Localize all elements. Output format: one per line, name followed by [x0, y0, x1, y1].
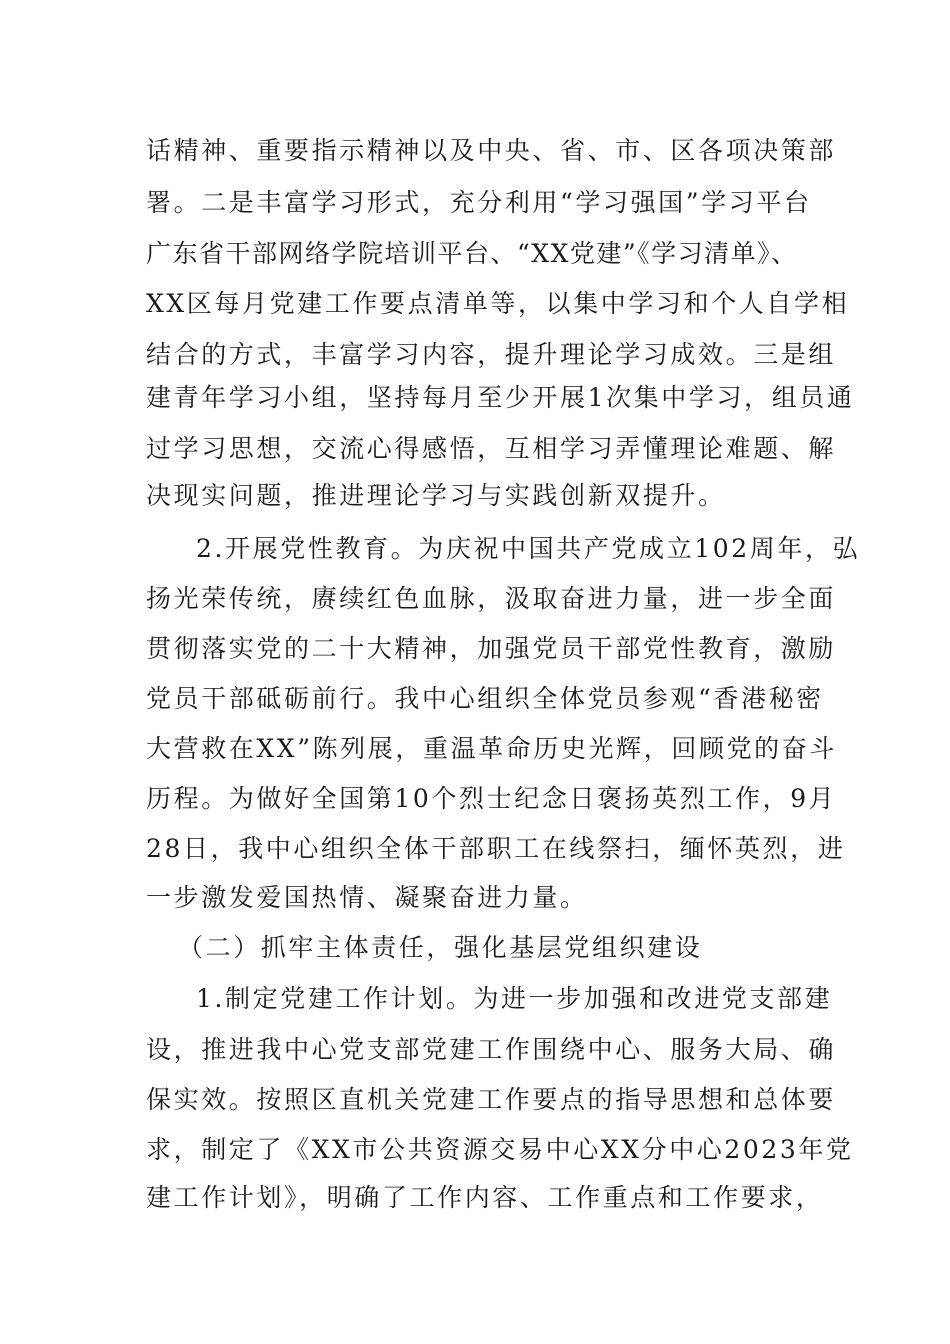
- body-text-line: 广东省干部网络学院培训平台、“XX党建”《学习清单》、: [146, 239, 798, 268]
- body-text-line: 28日，我中心组织全体干部职工在线祭扫，缅怀英烈，进: [146, 834, 846, 863]
- body-text-line: 保实效。按照区直机关党建工作要点的指导思想和总体要: [146, 1085, 837, 1114]
- body-text-line: 署。二是丰富学习形式，充分利用“学习强国”学习平台: [146, 188, 812, 217]
- section-heading: （二）抓牢主体责任，强化基层党组织建设: [178, 933, 703, 962]
- body-text-line: 话精神、重要指示精神以及中央、省、市、区各项决策部: [146, 136, 837, 165]
- body-text-line: 决现实问题，推进理论学习与实践创新双提升。: [146, 481, 726, 510]
- body-text-line: 大营救在XX”陈列展，重温革命历史光辉，回顾党的奋斗: [146, 734, 837, 763]
- body-text-line: 1.制定党建工作计划。为进一步加强和改进党支部建: [196, 984, 833, 1013]
- body-text-line: 贯彻落实党的二十大精神，加强党员干部党性教育，激励: [146, 634, 837, 663]
- body-text-line: 过学习思想，交流心得感悟，互相学习弄懂理论难题、解: [146, 434, 837, 463]
- body-text-line: 历程。为做好全国第10个烈士纪念日褒扬英烈工作，9月: [146, 784, 837, 813]
- body-text-line: 党员干部砥砺前行。我中心组织全体党员参观“香港秘密: [146, 684, 824, 713]
- body-text-line: 设，推进我中心党支部党建工作围绕中心、服务大局、确: [146, 1035, 837, 1064]
- body-text-line: 求，制定了《XX市公共资源交易中心XX分中心2023年党: [146, 1135, 854, 1164]
- body-text-line: 2.开展党性教育。为庆祝中国共产党成立102周年，弘: [196, 534, 861, 563]
- body-text-line: 建工作计划》，明确了工作内容、工作重点和工作要求，: [146, 1183, 824, 1212]
- body-text-line: 建青年学习小组，坚持每月至少开展1次集中学习，组员通: [146, 383, 855, 412]
- body-text-line: 一步激发爱国热情、凝聚奋进力量。: [146, 883, 588, 912]
- body-text-line: 结合的方式，丰富学习内容，提升理论学习成效。三是组: [146, 340, 837, 369]
- body-text-line: XX区每月党建工作要点清单等，以集中学习和个人自学相: [146, 289, 850, 318]
- body-text-line: 扬光荣传统，赓续红色血脉，汲取奋进力量，进一步全面: [146, 584, 837, 613]
